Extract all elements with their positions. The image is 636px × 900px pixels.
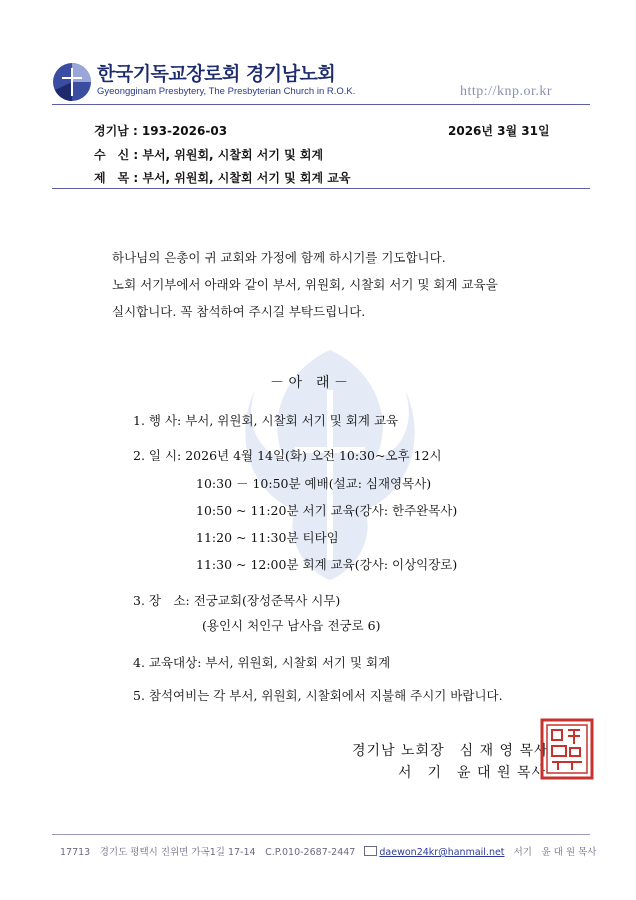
schedule-row: 11:20 ~ 11:30분 티타임 (196, 530, 339, 545)
signature-moderator: 경기남 노회장 심 재 영 목사 (352, 743, 549, 759)
item-fee: 5. 참석여비는 각 부서, 위원회, 시찰회에서 지불해 주시기 바랍니다. (133, 688, 503, 703)
item-event: 1. 행 사: 부서, 위원회, 시찰회 서기 및 회계 교육 (133, 413, 399, 428)
section-title: － 아 래 － (270, 375, 348, 391)
website-url[interactable]: http://knp.or.kr (460, 84, 552, 99)
item-datetime: 2. 일 시: 2026년 4월 14일(화) 오전 10:30~오후 12시 (133, 448, 442, 463)
footer-address: 17713 경기도 평택시 진위면 가곡1길 17-14 C.P.010-2687-2447 (60, 847, 356, 858)
signature-secretary: 서 기 윤 대 원 목사 (398, 765, 547, 781)
document-number: 경기남 : 193-2026-03 (94, 124, 228, 138)
schedule-row: 10:50 ~ 11:20분 서기 교육(강사: 한주완목사) (196, 503, 458, 518)
organization-name: 한국기독교장로회 경기남노회 (97, 63, 336, 85)
footer-email-link[interactable]: daewon24kr@hanmail.net (379, 847, 505, 858)
recipient-value: 부서, 위원회, 시찰회 서기 및 회계 (142, 148, 324, 162)
item-address: (용인시 처인구 남사읍 전궁로 6) (202, 618, 381, 633)
greeting-line: 하나님의 은총이 귀 교회와 가정에 함께 하시기를 기도합니다. (112, 250, 446, 265)
item-place: 3. 장 소: 전궁교회(장성준목사 시무) (133, 593, 341, 608)
subject-label: 제 목 : (94, 171, 139, 185)
footer-divider (52, 834, 590, 835)
organization-name-english: Gyeonggi​nam Presbytery, The Presbyterian Church in R.O.K. (97, 86, 356, 97)
official-seal-icon (540, 718, 594, 780)
document-date: 2026년 3월 31일 (448, 124, 550, 138)
body-line: 실시합니다. 꼭 참석하여 주시길 부탁드립니다. (112, 304, 366, 319)
schedule-row: 10:30 － 10:50분 예배(설교: 심재영목사) (196, 476, 432, 491)
subject-value: 부서, 위원회, 시찰회 서기 및 회계 교육 (142, 171, 351, 185)
recipient-label: 수 신 : (94, 148, 139, 162)
schedule-row: 11:30 ~ 12:00분 회계 교육(강사: 이상익장로) (196, 557, 458, 572)
body-line: 노회 서기부에서 아래와 같이 부서, 위원회, 시찰회 서기 및 회계 교육을 (112, 277, 498, 292)
church-logo-icon (52, 62, 92, 102)
footer-secretary: 서기 윤 대 원 목사 (513, 847, 597, 858)
footer (60, 844, 596, 858)
subject-line (94, 169, 350, 186)
recipient-line (94, 146, 323, 163)
meta-divider (52, 188, 590, 189)
item-target: 4. 교육대상: 부서, 위원회, 시찰회 서기 및 회계 (133, 655, 391, 670)
header-divider (52, 104, 590, 105)
envelope-icon (364, 846, 377, 856)
